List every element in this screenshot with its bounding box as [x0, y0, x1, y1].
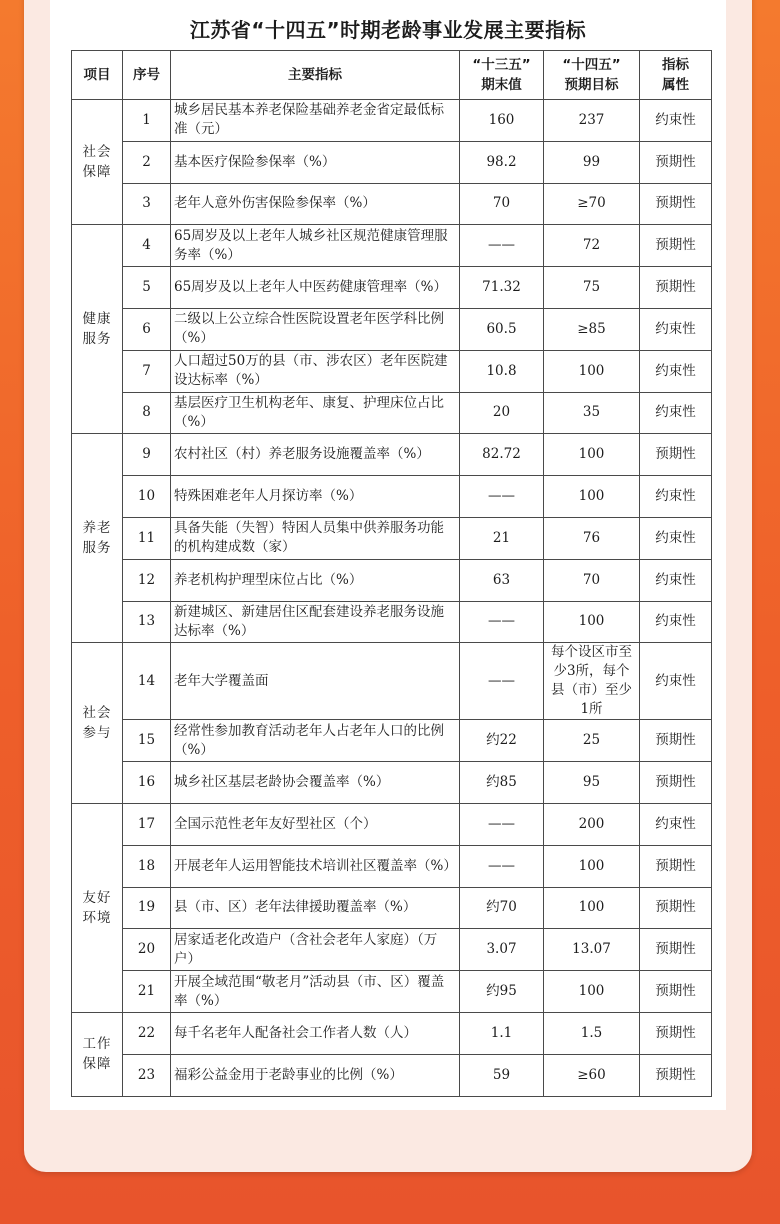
- prev-value-cell: 82.72: [460, 434, 544, 476]
- table-row: [72, 308, 712, 350]
- target-value-cell: 35: [544, 392, 640, 434]
- row-index-cell: 19: [123, 887, 171, 929]
- indicator-name-cell: 老年人意外伤害保险参保率（%）: [171, 183, 460, 225]
- attribute-cell: 预期性: [640, 1054, 712, 1096]
- category-cell: 友好 环境: [72, 803, 123, 1012]
- attribute-cell: 预期性: [640, 225, 712, 267]
- indicator-name-cell: 城乡居民基本养老保险基础养老金省定最低标准（元）: [171, 100, 460, 142]
- attribute-cell: 预期性: [640, 929, 712, 971]
- table-row: [72, 141, 712, 183]
- category-cell: 工作 保障: [72, 1012, 123, 1096]
- target-value-cell: 95: [544, 762, 640, 804]
- target-value-cell: 100: [544, 434, 640, 476]
- target-value-cell: 237: [544, 100, 640, 142]
- attribute-cell: 约束性: [640, 601, 712, 643]
- indicator-name-cell: 开展老年人运用智能技术培训社区覆盖率（%）: [171, 845, 460, 887]
- table-row: [72, 762, 712, 804]
- indicator-name-cell: 每千名老年人配备社会工作者人数（人）: [171, 1012, 460, 1054]
- prev-value-cell: 71.32: [460, 267, 544, 309]
- category-cell: 健康 服务: [72, 225, 123, 434]
- row-index-cell: 4: [123, 225, 171, 267]
- category-cell: 养老 服务: [72, 434, 123, 643]
- indicator-name-cell: 福彩公益金用于老龄事业的比例（%）: [171, 1054, 460, 1096]
- row-index-cell: 18: [123, 845, 171, 887]
- target-value-cell: 70: [544, 559, 640, 601]
- indicator-name-cell: 65周岁及以上老年人中医药健康管理率（%）: [171, 267, 460, 309]
- prev-value-cell: ——: [460, 225, 544, 267]
- attribute-cell: 预期性: [640, 720, 712, 762]
- row-index-cell: 21: [123, 971, 171, 1013]
- prev-value-cell: 20: [460, 392, 544, 434]
- attribute-cell: 约束性: [640, 517, 712, 559]
- attribute-cell: 预期性: [640, 434, 712, 476]
- row-index-cell: 14: [123, 643, 171, 720]
- target-value-cell: 100: [544, 971, 640, 1013]
- attribute-cell: 预期性: [640, 762, 712, 804]
- target-value-cell: 75: [544, 267, 640, 309]
- header-indicator: 主要指标: [171, 51, 460, 100]
- row-index-cell: 7: [123, 350, 171, 392]
- attribute-cell: 约束性: [640, 559, 712, 601]
- indicator-name-cell: 居家适老化改造户（含社会老年人家庭）（万户）: [171, 929, 460, 971]
- prev-value-cell: 1.1: [460, 1012, 544, 1054]
- target-value-cell: 99: [544, 141, 640, 183]
- prev-value-cell: 98.2: [460, 141, 544, 183]
- target-value-cell: 100: [544, 601, 640, 643]
- attribute-cell: 预期性: [640, 1012, 712, 1054]
- indicator-name-cell: 经常性参加教育活动老年人占老年人口的比例（%）: [171, 720, 460, 762]
- prev-value-cell: ——: [460, 845, 544, 887]
- row-index-cell: 16: [123, 762, 171, 804]
- indicator-name-cell: 二级以上公立综合性医院设置老年医学科比例（%）: [171, 308, 460, 350]
- attribute-cell: 约束性: [640, 308, 712, 350]
- table-row: [72, 517, 712, 559]
- table-row: [72, 643, 712, 720]
- table-row: [72, 476, 712, 518]
- indicator-name-cell: 65周岁及以上老年人城乡社区规范健康管理服务率（%）: [171, 225, 460, 267]
- indicator-name-cell: 基本医疗保险参保率（%）: [171, 141, 460, 183]
- attribute-cell: 预期性: [640, 267, 712, 309]
- attribute-cell: 约束性: [640, 803, 712, 845]
- table-header-row: [72, 51, 712, 100]
- row-index-cell: 20: [123, 929, 171, 971]
- prev-value-cell: ——: [460, 643, 544, 720]
- table-row: [72, 559, 712, 601]
- attribute-cell: 预期性: [640, 887, 712, 929]
- table-row: [72, 350, 712, 392]
- prev-value-cell: 21: [460, 517, 544, 559]
- target-value-cell: 每个设区市至少3所，每个县（市）至少1所: [544, 643, 640, 720]
- target-value-cell: 72: [544, 225, 640, 267]
- row-index-cell: 5: [123, 267, 171, 309]
- indicators-table: [71, 50, 712, 1097]
- prev-value-cell: 约85: [460, 762, 544, 804]
- header-target: “十四五” 预期目标: [544, 51, 640, 100]
- table-row: [72, 392, 712, 434]
- attribute-cell: 预期性: [640, 845, 712, 887]
- document-title: 江苏省“十四五”时期老龄事业发展主要指标: [189, 18, 587, 42]
- indicator-name-cell: 具备失能（失智）特困人员集中供养服务功能的机构建成数（家）: [171, 517, 460, 559]
- indicator-name-cell: 县（市、区）老年法律援助覆盖率（%）: [171, 887, 460, 929]
- row-index-cell: 2: [123, 141, 171, 183]
- table-row: [72, 845, 712, 887]
- table-row: [72, 1054, 712, 1096]
- indicator-name-cell: 全国示范性老年友好型社区（个）: [171, 803, 460, 845]
- indicator-name-cell: 农村社区（村）养老服务设施覆盖率（%）: [171, 434, 460, 476]
- table-row: [72, 1012, 712, 1054]
- target-value-cell: 100: [544, 350, 640, 392]
- table-row: [72, 601, 712, 643]
- header-prev-value: “十三五” 期末值: [460, 51, 544, 100]
- target-value-cell: 25: [544, 720, 640, 762]
- indicator-name-cell: 基层医疗卫生机构老年、康复、护理床位占比（%）: [171, 392, 460, 434]
- prev-value-cell: 约70: [460, 887, 544, 929]
- row-index-cell: 8: [123, 392, 171, 434]
- row-index-cell: 3: [123, 183, 171, 225]
- row-index-cell: 6: [123, 308, 171, 350]
- attribute-cell: 约束性: [640, 100, 712, 142]
- indicator-name-cell: 新建城区、新建居住区配套建设养老服务设施达标率（%）: [171, 601, 460, 643]
- row-index-cell: 13: [123, 601, 171, 643]
- prev-value-cell: 63: [460, 559, 544, 601]
- target-value-cell: 100: [544, 845, 640, 887]
- table-row: [72, 803, 712, 845]
- table-row: [72, 183, 712, 225]
- prev-value-cell: ——: [460, 476, 544, 518]
- target-value-cell: 1.5: [544, 1012, 640, 1054]
- target-value-cell: 100: [544, 476, 640, 518]
- row-index-cell: 17: [123, 803, 171, 845]
- table-row: [72, 929, 712, 971]
- category-cell: 社会 保障: [72, 100, 123, 225]
- attribute-cell: 约束性: [640, 392, 712, 434]
- prev-value-cell: ——: [460, 601, 544, 643]
- row-index-cell: 22: [123, 1012, 171, 1054]
- target-value-cell: ≥70: [544, 183, 640, 225]
- prev-value-cell: 70: [460, 183, 544, 225]
- row-index-cell: 9: [123, 434, 171, 476]
- prev-value-cell: ——: [460, 803, 544, 845]
- row-index-cell: 15: [123, 720, 171, 762]
- attribute-cell: 预期性: [640, 971, 712, 1013]
- category-cell: 社会 参与: [72, 643, 123, 804]
- target-value-cell: 200: [544, 803, 640, 845]
- prev-value-cell: 59: [460, 1054, 544, 1096]
- indicator-name-cell: 城乡社区基层老龄协会覆盖率（%）: [171, 762, 460, 804]
- header-attribute: 指标 属性: [640, 51, 712, 100]
- prev-value-cell: 60.5: [460, 308, 544, 350]
- indicator-name-cell: 养老机构护理型床位占比（%）: [171, 559, 460, 601]
- attribute-cell: 约束性: [640, 350, 712, 392]
- prev-value-cell: 约95: [460, 971, 544, 1013]
- attribute-cell: 预期性: [640, 183, 712, 225]
- prev-value-cell: 10.8: [460, 350, 544, 392]
- prev-value-cell: 3.07: [460, 929, 544, 971]
- target-value-cell: 13.07: [544, 929, 640, 971]
- target-value-cell: 100: [544, 887, 640, 929]
- prev-value-cell: 160: [460, 100, 544, 142]
- attribute-cell: 预期性: [640, 141, 712, 183]
- table-row: [72, 225, 712, 267]
- prev-value-cell: 约22: [460, 720, 544, 762]
- indicator-name-cell: 人口超过50万的县（市、涉农区）老年医院建设达标率（%）: [171, 350, 460, 392]
- attribute-cell: 约束性: [640, 476, 712, 518]
- indicator-name-cell: 开展全域范围“敬老月”活动县（市、区）覆盖率（%）: [171, 971, 460, 1013]
- table-row: [72, 887, 712, 929]
- header-category: 项目: [72, 51, 123, 100]
- table-row: [72, 720, 712, 762]
- row-index-cell: 12: [123, 559, 171, 601]
- table-body: [72, 100, 712, 1097]
- table-row: [72, 434, 712, 476]
- row-index-cell: 10: [123, 476, 171, 518]
- target-value-cell: ≥85: [544, 308, 640, 350]
- row-index-cell: 1: [123, 100, 171, 142]
- row-index-cell: 23: [123, 1054, 171, 1096]
- target-value-cell: 76: [544, 517, 640, 559]
- table-row: [72, 267, 712, 309]
- indicator-name-cell: 老年大学覆盖面: [171, 643, 460, 720]
- table-row: [72, 971, 712, 1013]
- header-index: 序号: [123, 51, 171, 100]
- table-row: [72, 100, 712, 142]
- target-value-cell: ≥60: [544, 1054, 640, 1096]
- row-index-cell: 11: [123, 517, 171, 559]
- attribute-cell: 约束性: [640, 643, 712, 720]
- indicator-name-cell: 特殊困难老年人月探访率（%）: [171, 476, 460, 518]
